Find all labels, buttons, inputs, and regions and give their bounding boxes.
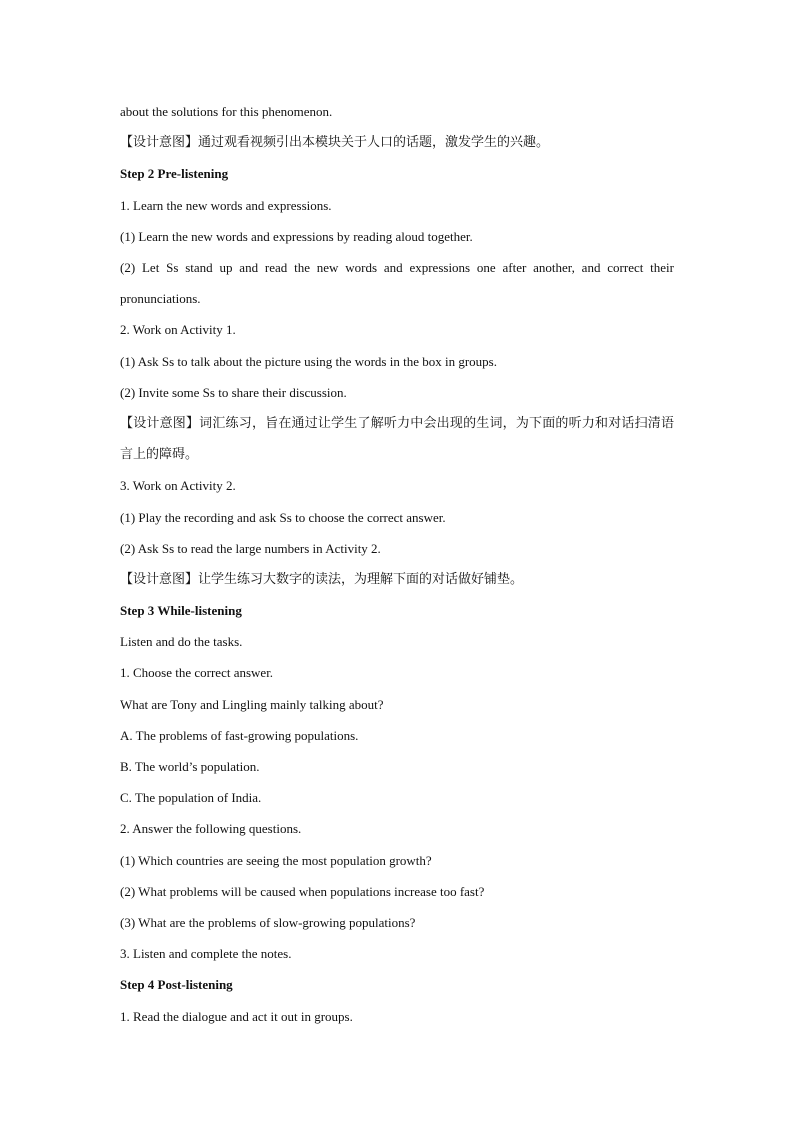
section-heading: Step 3 While-listening xyxy=(120,603,242,619)
paragraph-line: 1. Choose the correct answer. xyxy=(120,665,274,681)
design-intent-note: 【设计意图】词汇练习，旨在通过让学生了解听力中会出现的生词，为下面的听力和对话扫清语言上的障碍。 xyxy=(120,415,674,463)
paragraph-line: 3. Listen and complete the notes. xyxy=(120,946,292,962)
paragraph-line: 1. Read the dialogue and act it out in groups. xyxy=(120,1008,353,1024)
paragraph-line: B. The world’s population. xyxy=(120,759,260,774)
paragraph-line: What are Tony and Lingling mainly talking about? xyxy=(120,696,384,712)
paragraph-line: (1) Which countries are seeing the most population growth? xyxy=(120,852,432,868)
paragraph-line: about the solutions for this phenomenon. xyxy=(120,104,333,119)
paragraph-line: (1) Play the recording and ask Ss to choose the correct answer. xyxy=(120,509,446,525)
paragraph-line: (1) Ask Ss to talk about the picture using the words in the box in groups. xyxy=(120,353,497,369)
paragraph-line: 1. Learn the new words and expressions. xyxy=(120,197,332,213)
document-page xyxy=(120,96,674,1032)
paragraph-line: (2) Ask Ss to read the large numbers in Activity 2. xyxy=(120,540,381,556)
paragraph-line: 2. Work on Activity 1. xyxy=(120,322,236,338)
document-body xyxy=(120,96,674,1032)
paragraph-line: A. The problems of fast-growing populations. xyxy=(120,727,359,743)
paragraph-line: 3. Work on Activity 2. xyxy=(120,478,236,494)
paragraph-line: (2) Invite some Ss to share their discussion. xyxy=(120,384,347,400)
paragraph-line: (2) What problems will be caused when populations increase too fast? xyxy=(120,883,485,899)
paragraph-line: 2. Answer the following questions. xyxy=(120,821,302,837)
paragraph-line: Listen and do the tasks. xyxy=(120,634,243,650)
paragraph-line: C. The population of India. xyxy=(120,790,262,806)
design-intent-note: 【设计意图】让学生练习大数字的读法，为理解下面的对话做好铺垫。 xyxy=(120,571,524,587)
section-heading: Step 4 Post-listening xyxy=(120,977,233,993)
paragraph-line: (1) Learn the new words and expressions by reading aloud together. xyxy=(120,228,473,244)
design-intent-note: 【设计意图】通过观看视频引出本模块关于人口的话题，激发学生的兴趣。 xyxy=(120,135,550,151)
paragraph-line: (3) What are the problems of slow-growing populations? xyxy=(120,914,416,930)
section-heading: Step 2 Pre-listening xyxy=(120,166,229,182)
paragraph-line: (2) Let Ss stand up and read the new words and expressions one after another, and correct their pronunciations. xyxy=(120,259,674,307)
